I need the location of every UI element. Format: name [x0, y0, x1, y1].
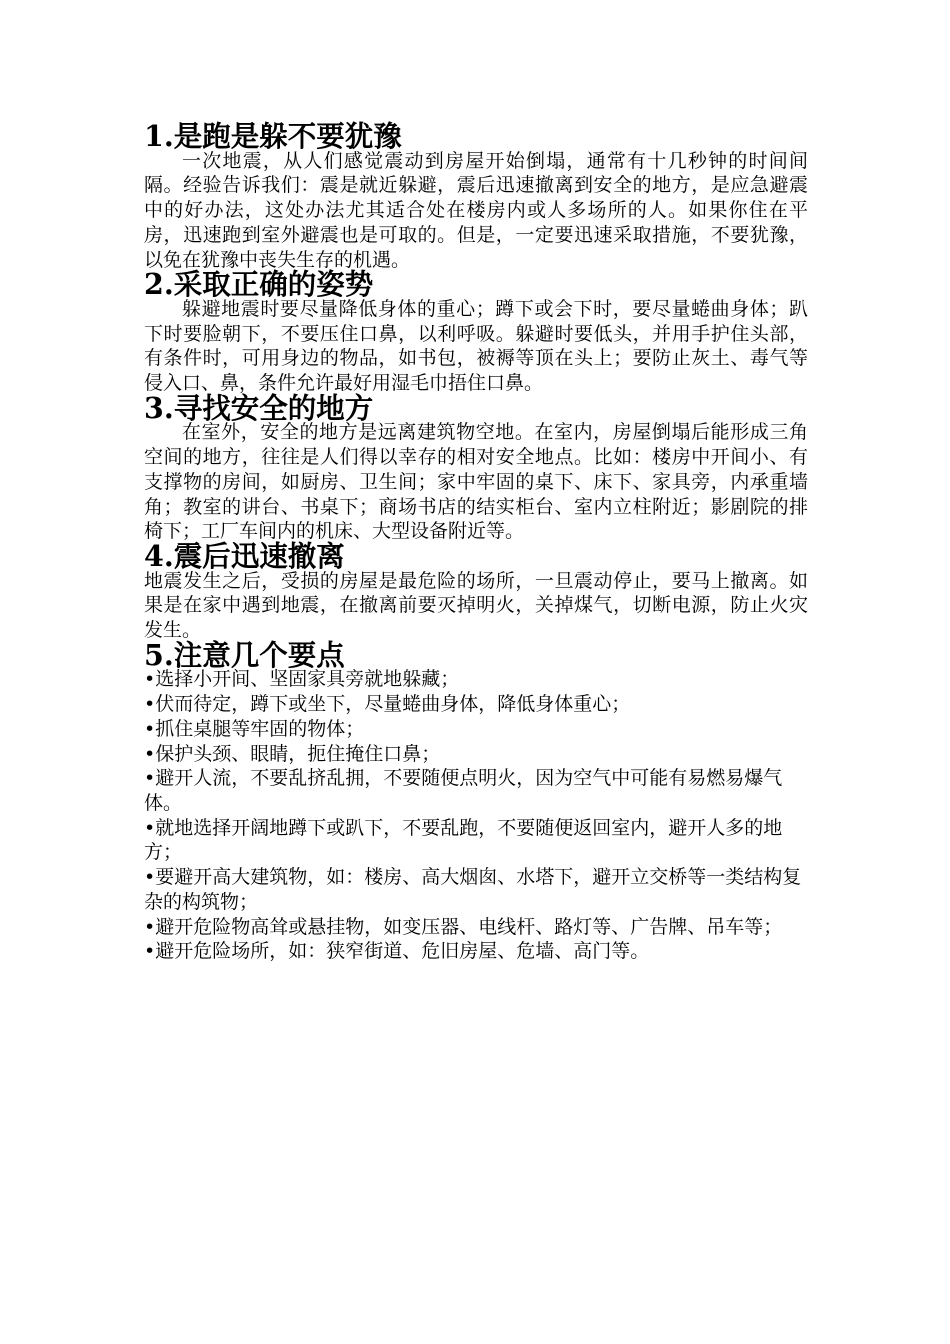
section-heading-2: 2.采取正确的姿势: [144, 267, 374, 302]
bullet-item: •伏而待定，蹲下或坐下，尽量蜷曲身体，降低身体重心；: [144, 693, 631, 716]
section-heading-1: 1.是跑是躲不要犹豫: [144, 119, 402, 153]
bullet-item: •避开人流，不要乱挤乱拥，不要随便点明火，因为空气中可能有易燃易爆气体。: [144, 767, 783, 814]
bullet-item: •就地选择开阔地蹲下或趴下，不要乱跑，不要随便返回室内，避开人多的地方；: [144, 816, 783, 864]
section-heading-4: 4.震后迅速撤离: [144, 538, 345, 573]
bullet-item: •选择小开间、坚固家具旁就地躲藏；: [144, 668, 460, 691]
section-paragraph-1: 一次地震，从人们感觉震动到房屋开始倒塌，通常有十几秒钟的时间间隔。经验告诉我们：震是就近躲避，震后迅速撤离到安全的地方，是应急避震中的好办法，这处办法尤其适合处在楼房内或人多场所的人。如果你住在平房，迅速跑到室外避震也是可取的。但是，一定要迅速采取措施，不要犹豫，以免在犹豫中丧失生存的机遇。: [144, 149, 808, 271]
section-paragraph-2: 躲避地震时要尽量降低身体的重心；蹲下或会下时，要尽量蜷曲身体；趴下时要脸朝下，不要压住口鼻，以利呼吸。躲避时要低头，并用手护住头部，有条件时，可用身边的物品，如书包，被褥等顶在头上；要防止灰土、毒气等侵入口、鼻，条件允许最好用湿毛巾捂住口鼻。: [144, 297, 808, 395]
bullet-item: •避开危险物高耸或悬挂物，如变压器、电线杆、路灯等、广告牌、吊车等；: [144, 915, 783, 938]
bullet-item: •避开危险场所，如：狭窄街道、危旧房屋、危墙、高门等。: [144, 940, 650, 963]
bullet-item: •抓住桌腿等牢固的物体；: [144, 717, 365, 740]
bullet-list: [144, 667, 808, 963]
section-heading-5: 5.注意几个要点: [144, 637, 345, 672]
section-paragraph-4: 地震发生之后，受损的房屋是最危险的场所，一旦震动停止，要马上撤离。如果是在家中遇到地震，在撤离前要灭掉明火，关掉煤气，切断电源，防止火灾发生。: [144, 569, 808, 642]
section-paragraph-3: 在室外，安全的地方是远离建筑物空地。在室内，房屋倒塌后能形成三角空间的地方，往往是人们得以幸存的相对安全地点。比如：楼房中开间小、有支撑物的房间，如厨房、卫生间；家中牢固的桌下、床下、家具旁，内承重墙角；教室的讲台、书桌下；商场书店的结实柜台、室内立柱附近；影剧院的排椅下；工厂车间内的机床、大型设备附近等。: [144, 421, 808, 543]
document-page: [144, 119, 808, 964]
bullet-item: •要避开高大建筑物，如：楼房、高大烟囱、水塔下，避开立交桥等一类结构复杂的构筑物；: [144, 866, 802, 913]
section-heading-3: 3.寻找安全的地方: [144, 390, 374, 425]
bullet-item: •保护头颈、眼睛，扼住掩住口鼻；: [144, 742, 441, 765]
